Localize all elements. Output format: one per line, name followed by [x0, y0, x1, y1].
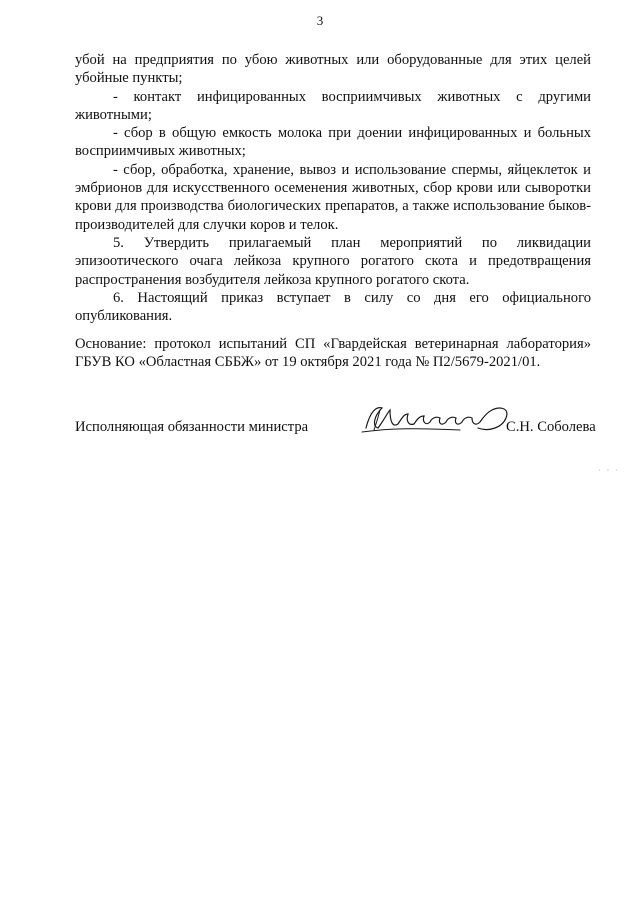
handwritten-signature-icon	[360, 398, 520, 438]
paragraph-contact: - контакт инфицированных восприимчивых животных с другими животными;	[75, 88, 591, 123]
signatory-name: С.Н. Соболева	[506, 419, 596, 435]
paragraph-milk-collection: - сбор в общую емкость молока при доении инфицированных и больных восприимчивых животных;	[75, 125, 591, 160]
page-number: 3	[316, 13, 324, 28]
document-body	[75, 51, 591, 325]
margin-dots: · · ·	[598, 466, 620, 475]
signatory-title: Исполняющая обязанности министра	[75, 419, 309, 435]
paragraph-item-5: 5. Утвердить прилагаемый план мероприятий по ликвидации эпизоотического очага лейкоза крупного рогатого скота и предотвращения распространения возбудителя лейкоза крупного рогатого скота.	[75, 234, 591, 288]
basis-note: Основание: протокол испытаний СП «Гвардейская ветеринарная лаборатория» ГБУВ КО «Областная СББЖ» от 19 октября 2021 года № П2/5679-2021/01.	[75, 336, 591, 371]
paragraph-item-6: 6. Настоящий приказ вступает в силу со дня его официального опубликования.	[75, 289, 591, 325]
paragraph-slaughter: убой на предприятия по убою животных или оборудованные для этих целей убойные пункты;	[75, 52, 591, 87]
paragraph-sperm-collection: - сбор, обработка, хранение, вывоз и использование спермы, яйцеклеток и эмбрионов для искусственного осеменения животных, сбор крови или сыворотки крови для производства биологических препаратов, а также использование быков-производителей для случки коров и телок.	[75, 161, 591, 233]
